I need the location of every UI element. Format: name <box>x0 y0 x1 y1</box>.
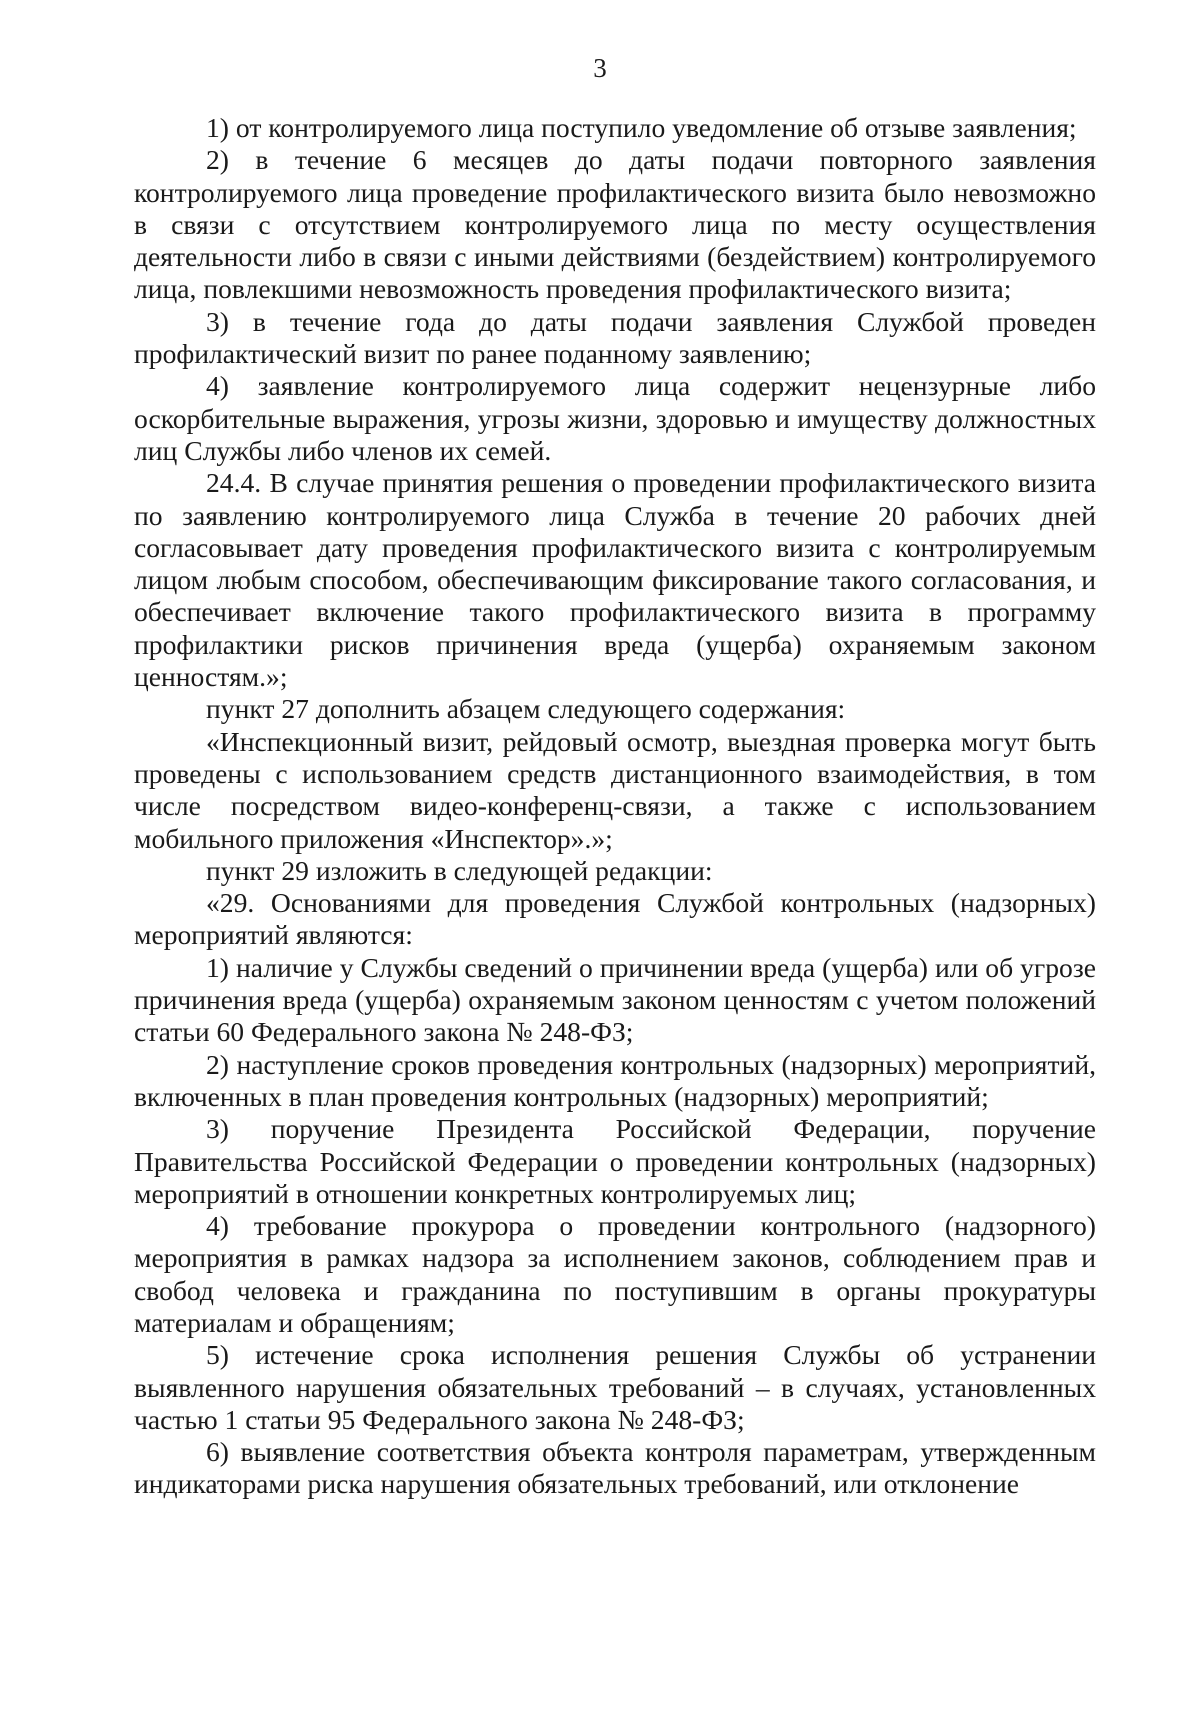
paragraph-item-3: 3) в течение года до даты подачи заявления Службой проведен профилактический визит по ранее поданному заявлению; <box>134 305 1096 370</box>
page-number: 3 <box>593 53 607 83</box>
paragraph-inspection-quote: «Инспекционный визит, рейдовый осмотр, выездная проверка могут быть проведены с использованием средств дистанционного взаимодействия, в том числе посредством видео-конференц-связи, а также с использованием мобильного приложения «Инспектор».»; <box>134 725 1096 854</box>
paragraph-item-1: 1) от контролируемого лица поступило уведомление об отзыве заявления; <box>206 112 1077 143</box>
paragraph-ground-3: 3) поручение Президента Российской Федерации, поручение Правительства Российской Федерации о проведении контрольных (надзорных) мероприятий в отношении конкретных контролируемых лиц; <box>134 1113 1096 1209</box>
paragraph-ground-4: 4) требование прокурора о проведении контрольного (надзорного) мероприятия в рамках надзора за исполнением законов, соблюдением прав и свобод человека и гражданина по поступившим в органы прокуратуры материалам и обращениям; <box>134 1210 1096 1338</box>
paragraph-ground-2: 2) наступление сроков проведения контрольных (надзорных) мероприятий, включенных в план проведения контрольных (надзорных) мероприятий; <box>134 1048 1096 1112</box>
paragraph-item-4: 4) заявление контролируемого лица содержит нецензурные либо оскорбительные выражения, угрозы жизни, здоровью и имуществу должностных лиц Службы либо членов их семей. <box>134 370 1096 466</box>
paragraph-item-2: 2) в течение 6 месяцев до даты подачи повторного заявления контролируемого лица проведение профилактического визита было невозможно в связи с отсутствием контролируемого лица по месту осуществления деятельности либо в связи с иными действиями (бездействием) контролируемого лица, повлекшими невозможность проведения профилактического визита; <box>134 144 1096 305</box>
paragraph-point-27: пункт 27 дополнить абзацем следующего содержания: <box>206 693 846 725</box>
paragraph-point-29: пункт 29 изложить в следующей редакции: <box>206 854 713 886</box>
paragraph-ground-1: 1) наличие у Службы сведений о причинении вреда (ущерба) или об угрозе причинения вреда (ущерба) охраняемым законом ценностям с учетом положений статьи 60 Федерального закона № 248-ФЗ; <box>134 951 1096 1048</box>
document-body <box>134 112 1096 1501</box>
paragraph-29-grounds: «29. Основаниями для проведения Службой контрольных (надзорных) мероприятий являются: <box>134 887 1096 951</box>
paragraph-24-4: 24.4. В случае принятия решения о проведении профилактического визита по заявлению контролируемого лица Служба в течение 20 рабочих дней согласовывает дату проведения профилактического визита с контролируемым лицом любым способом, обеспечивающим фиксирование такого согласования, и обеспечивает включение такого профилактического визита в программу профилактики рисков причинения вреда (ущерба) охраняемым законом ценностям.»; <box>134 467 1096 693</box>
paragraph-ground-6: 6) выявление соответствия объекта контроля параметрам, утвержденным индикаторами риска нарушения обязательных требований, или отклонение <box>134 1436 1096 1500</box>
paragraph-ground-5: 5) истечение срока исполнения решения Службы об устранении выявленного нарушения обязательных требований – в случаях, установленных частью 1 статьи 95 Федерального закона № 248-ФЗ; <box>134 1339 1096 1435</box>
